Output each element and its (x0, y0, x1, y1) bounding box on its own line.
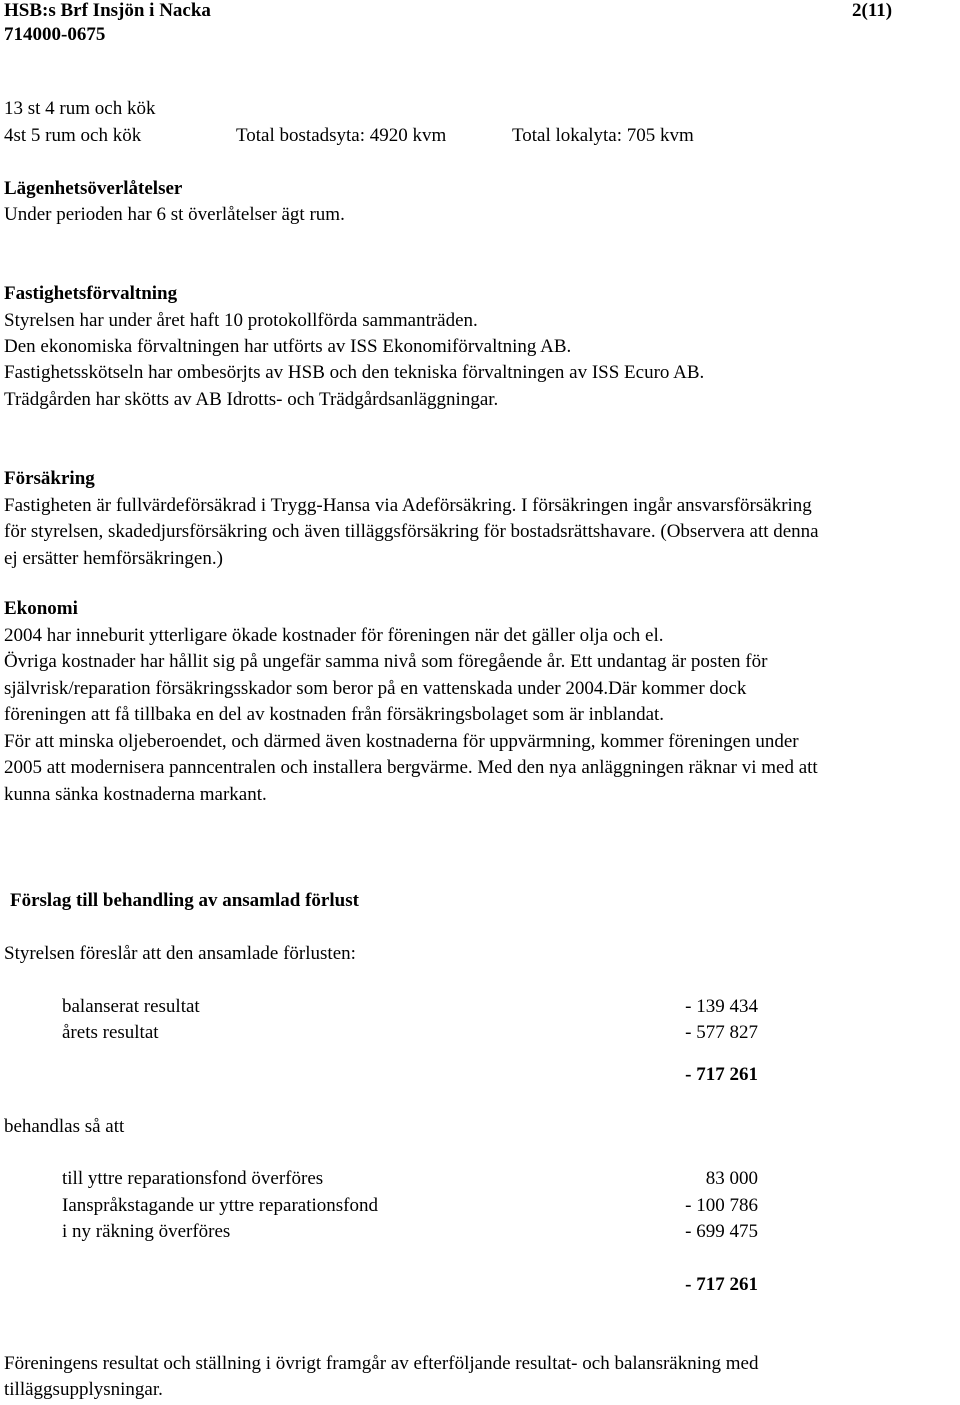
loss-row-label: årets resultat (62, 1022, 159, 1043)
insurance-line: ej ersätter hemförsäkringen.) (4, 548, 223, 569)
insurance-heading: Försäkring (4, 468, 95, 489)
footer-line: Föreningens resultat och ställning i övrigt framgår av efterföljande resultat- och balansräkning med (4, 1353, 759, 1374)
management-heading: Fastighetsförvaltning (4, 283, 178, 304)
page-number: 2(11) (852, 0, 893, 21)
insurance-line: för styrelsen, skadedjursförsäkring och även tilläggsförsäkring för bostadsrättshavare. (Observera att denna (4, 521, 819, 542)
economy-line: För att minska oljeberoendet, och därmed även kostnaderna för uppvärmning, kommer föreningen under (4, 731, 799, 752)
units-line-2-mid: Total bostadsyta: 4920 kvm (236, 125, 447, 146)
management-line: Den ekonomiska förvaltningen har utförts av ISS Ekonomiförvaltning AB. (4, 336, 572, 357)
treatment-label: behandlas så att (4, 1116, 125, 1137)
loss-row-amount: - 577 827 (685, 1022, 758, 1043)
treatment-row-label: i ny räkning överföres (62, 1221, 231, 1242)
units-line-1: 13 st 4 rum och kök (4, 98, 156, 119)
insurance-line: Fastigheten är fullvärdeförsäkrad i Trygg-Hansa via Adeförsäkring. I försäkringen ingår ansvarsförsäkring (4, 495, 812, 516)
org-name: HSB:s Brf Insjön i Nacka (4, 0, 211, 21)
proposal-intro: Styrelsen föreslår att den ansamlade förlusten: (4, 943, 356, 964)
treatment-row-amount: - 100 786 (685, 1195, 758, 1216)
economy-line: 2005 att modernisera panncentralen och installera bergvärme. Med den nya anläggningen räknar vi med att (4, 757, 818, 778)
units-line-2-right: Total lokalyta: 705 kvm (512, 125, 694, 146)
economy-line: föreningen att få tillbaka en del av kostnaden från försäkringsbolaget som är inblandat. (4, 704, 665, 725)
economy-line: självrisk/reparation försäkringsskador som beror på en vattenskada under 2004.Där kommer dock (4, 678, 747, 699)
treatment-total: - 717 261 (685, 1274, 758, 1295)
units-line-2-left: 4st 5 rum och kök (4, 125, 142, 146)
loss-row-amount: - 139 434 (685, 996, 758, 1017)
org-number: 714000-0675 (4, 24, 106, 45)
loss-total: - 717 261 (685, 1064, 758, 1085)
management-line: Styrelsen har under året haft 10 protokollförda sammanträden. (4, 310, 478, 331)
economy-line: 2004 har inneburit ytterligare ökade kostnader för föreningen när det gäller olja och el. (4, 625, 664, 646)
proposal-heading: Förslag till behandling av ansamlad förlust (10, 890, 359, 911)
treatment-row-amount: - 699 475 (685, 1221, 758, 1242)
treatment-row-label: Ianspråkstagande ur yttre reparationsfond (62, 1195, 379, 1216)
treatment-row-label: till yttre reparationsfond överföres (62, 1168, 324, 1189)
transfers-heading: Lägenhetsöverlåtelser (4, 178, 183, 199)
management-line: Trädgården har skötts av AB Idrotts- och Trädgårdsanläggningar. (4, 389, 499, 410)
economy-line: kunna sänka kostnaderna markant. (4, 784, 267, 805)
loss-row-label: balanserat resultat (62, 996, 200, 1017)
footer-line: tilläggsupplysningar. (4, 1379, 163, 1400)
economy-line: Övriga kostnader har hållit sig på ungefär samma nivå som föregående år. Ett undantag är posten för (4, 651, 768, 672)
transfers-text: Under perioden har 6 st överlåtelser ägt rum. (4, 204, 345, 225)
treatment-row-amount: 83 000 (705, 1168, 758, 1189)
economy-heading: Ekonomi (4, 598, 78, 619)
management-line: Fastighetsskötseln har ombesörjts av HSB och den tekniska förvaltningen av ISS Ecuro AB. (4, 362, 705, 383)
